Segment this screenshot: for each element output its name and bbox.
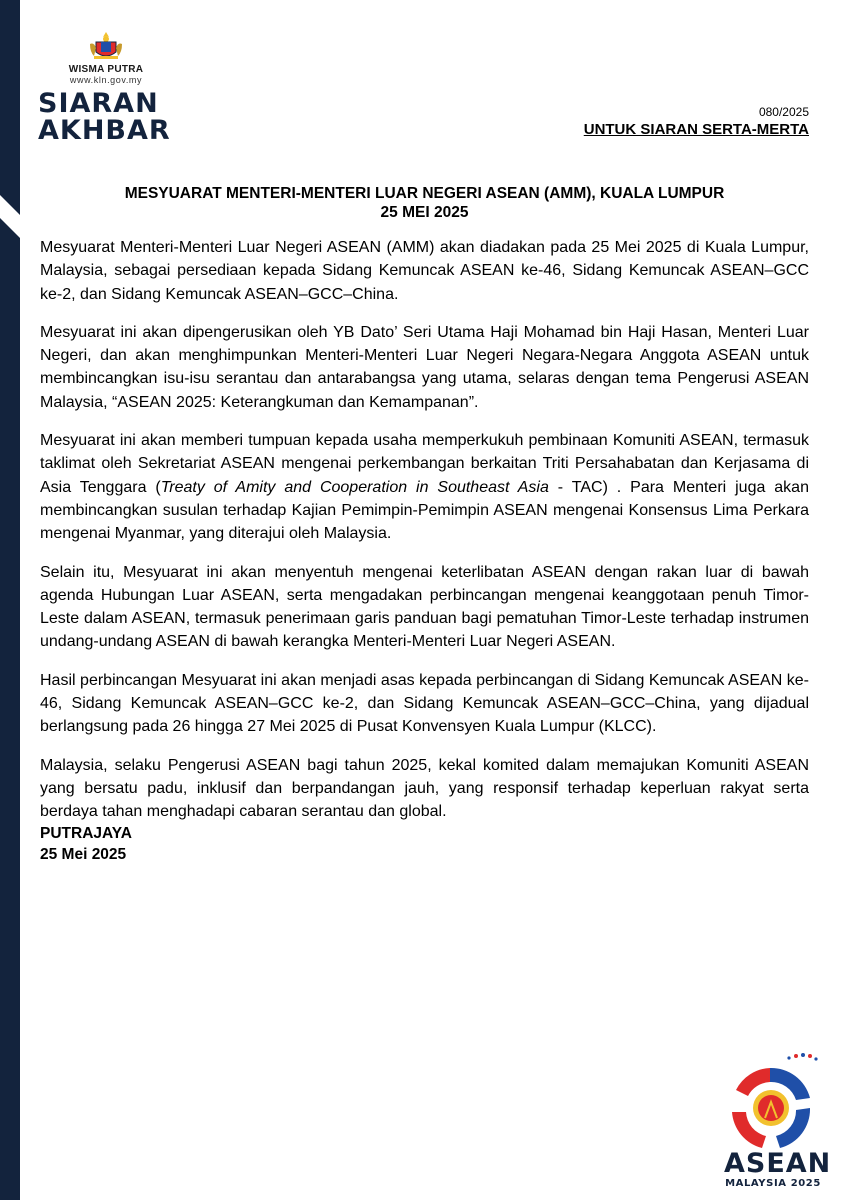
- paragraph-3: [40, 429, 809, 545]
- org-name: WISMA PUTRA: [68, 64, 144, 75]
- signoff-place: PUTRAJAYA: [40, 825, 132, 842]
- press-body: [40, 236, 809, 839]
- paragraph-5: Hasil perbincangan Mesyuarat ini akan menjadi asas kepada perbincangan di Sidang Kemuncak ASEAN ke-46, Sidang Kemuncak ASEAN–GCC ke-2, dan Sidang Kemuncak ASEAN–GCC–China, yang dijadual berlangsung pada 26 hingga 27 Mei 2025 di Pusat Konvensyen Kuala Lumpur (KLCC).: [40, 671, 809, 736]
- signoff: [40, 823, 132, 865]
- press-title: [40, 184, 809, 222]
- signoff-date: 25 Mei 2025: [40, 846, 127, 863]
- reference-number: 080/2025: [758, 105, 809, 119]
- press-title-line1: MESYUARAT MENTERI-MENTERI LUAR NEGERI ASEAN (AMM), KUALA LUMPUR: [124, 185, 725, 202]
- asean-wordmark: ASEAN: [724, 1148, 832, 1179]
- paragraph-2: Mesyuarat ini akan dipengerusikan oleh YB Dato’ Seri Utama Haji Mohamad bin Haji Hasan, Menteri Luar Negeri, dan akan menghimpunkan Menteri-Menteri Luar Negeri Negara-Negara Anggota ASEAN untuk membincangkan isu-isu serantau dan antarabangsa yang utama, selaras dengan tema Pengerusi ASEAN Malaysia, “ASEAN 2025: Keterangkuman dan Kemampanan”.: [40, 323, 809, 411]
- doc-type-line1: SIARAN: [38, 88, 159, 119]
- paragraph-4: Selain itu, Mesyuarat ini akan menyentuh mengenai keterlibatan ASEAN dengan rakan luar di bawah agenda Hubungan Luar ASEAN, serta mengadakan perbincangan mengenai keanggotaan penuh Timor-Leste dalam ASEAN, termasuk penerimaan garis panduan bagi pematuhan Timor-Leste terhadap instrumen undang-undang ASEAN di bawah kerangka Menteri-Menteri Luar Negeri ASEAN.: [40, 563, 809, 651]
- org-url: www.kln.gov.my: [69, 75, 143, 85]
- release-note: UNTUK SIARAN SERTA-MERTA: [583, 121, 809, 138]
- paragraph-1: Mesyuarat Menteri-Menteri Luar Negeri ASEAN (AMM) akan diadakan pada 25 Mei 2025 di Kuala Lumpur, Malaysia, sebagai persediaan kepada Sidang Kemuncak ASEAN ke-46, Sidang Kemuncak ASEAN–GCC ke-2, dan Sidang Kemuncak ASEAN–GCC–China.: [40, 239, 809, 303]
- doc-type-line2: AKHBAR: [38, 115, 171, 146]
- paragraph-3-part-b: - TAC) . Para Menteri juga akan membincangkan susulan terhadap Kajian Pemimpin-Pemimpin ASEAN mengenai Konsensus Lima Perkara mengenai Myanmar, yang diterajui oleh Malaysia.: [40, 478, 809, 543]
- asean-subtitle: MALAYSIA 2025: [725, 1178, 821, 1189]
- paragraph-3-part-a: Mesyuarat ini akan memberi tumpuan kepada usaha memperkukuh pembinaan Komuniti ASEAN, termasuk taklimat oleh Sekretariat ASEAN mengenai perkembangan berkaitan Triti Persahabatan dan Kerjasama di Asia Tenggara (: [40, 432, 809, 496]
- paragraph-6: Malaysia, selaku Pengerusi ASEAN bagi tahun 2025, kekal komited dalam memajukan Komuniti ASEAN yang bersatu padu, inklusif dan berpandangan jauh, yang responsif terhadap keperluan rakyat serta berdaya tahan menghadapi cabaran serantau dan global.: [40, 756, 809, 821]
- press-title-date: 25 MEI 2025: [380, 204, 469, 221]
- doc-type-heading: [38, 90, 171, 144]
- wisma-putra-logo: [56, 30, 156, 85]
- malaysia-crest-icon: [88, 30, 124, 62]
- treaty-name: Treaty of Amity and Cooperation in Southeast Asia: [160, 478, 549, 496]
